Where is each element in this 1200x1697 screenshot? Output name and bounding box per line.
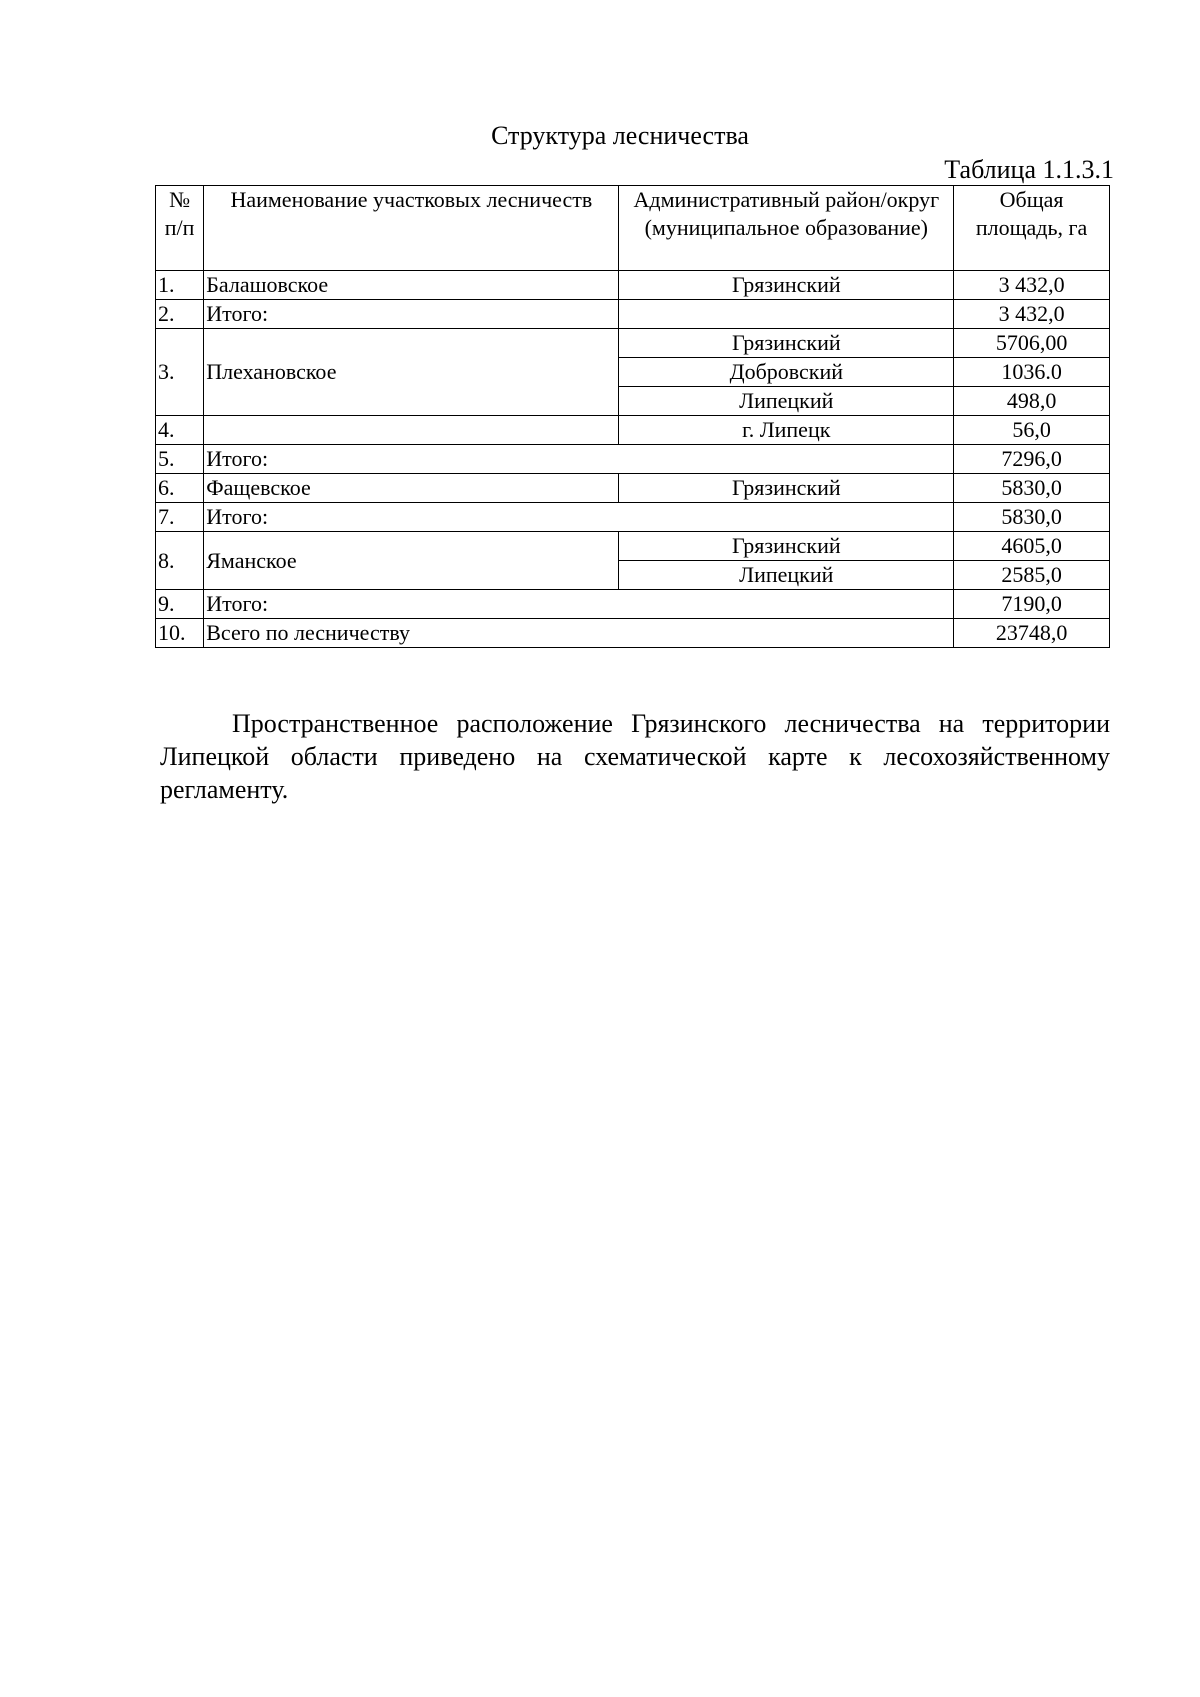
row-district: г. Липецк (619, 416, 954, 445)
row-area: 3 432,0 (954, 271, 1110, 300)
row-name: Итого: (204, 590, 954, 619)
table-row (156, 445, 1110, 474)
row-num: 9. (156, 590, 204, 619)
header-num: № п/п (156, 186, 204, 271)
row-area: 2585,0 (954, 561, 1110, 590)
table-row (156, 474, 1110, 503)
row-name: Фащевское (204, 474, 619, 503)
table-row (156, 590, 1110, 619)
row-num: 7. (156, 503, 204, 532)
body-paragraph: Пространственное расположение Грязинского лесничества на территории Липецкой области приведено на схематической карте к лесохозяйственному регламенту. (160, 709, 1110, 804)
row-area: 23748,0 (954, 619, 1110, 648)
header-district: Административный район/округ (муниципальное образование) (619, 186, 954, 271)
row-area: 4605,0 (954, 532, 1110, 561)
forestry-structure-table (155, 185, 1110, 648)
row-area: 7296,0 (954, 445, 1110, 474)
document-title: Структура лесничества (491, 121, 749, 150)
table-row (156, 329, 1110, 358)
header-name: Наименование участковых лесничеств (204, 186, 619, 271)
row-district: Липецкий (619, 387, 954, 416)
table-row (156, 271, 1110, 300)
row-num: 5. (156, 445, 204, 474)
table-row (156, 503, 1110, 532)
row-name: Итого: (204, 503, 954, 532)
row-district: Грязинский (619, 474, 954, 503)
row-district: Грязинский (619, 271, 954, 300)
row-district (619, 300, 954, 329)
row-name: Балашовское (204, 271, 619, 300)
table-row (156, 416, 1110, 445)
row-district: Грязинский (619, 329, 954, 358)
table-number: Таблица 1.1.3.1 (944, 155, 1114, 184)
row-district: Липецкий (619, 561, 954, 590)
header-area: Общая площадь, га (954, 186, 1110, 271)
row-area: 5830,0 (954, 474, 1110, 503)
row-area: 5706,00 (954, 329, 1110, 358)
row-district: Добровский (619, 358, 954, 387)
table-header-row (156, 186, 1110, 271)
table-row (156, 619, 1110, 648)
row-num: 2. (156, 300, 204, 329)
row-num: 6. (156, 474, 204, 503)
row-num: 1. (156, 271, 204, 300)
row-area: 498,0 (954, 387, 1110, 416)
table-row (156, 532, 1110, 561)
row-area: 5830,0 (954, 503, 1110, 532)
row-area: 3 432,0 (954, 300, 1110, 329)
row-num: 3. (156, 329, 204, 416)
row-num: 10. (156, 619, 204, 648)
table-row (156, 300, 1110, 329)
row-name (204, 416, 619, 445)
row-district: Грязинский (619, 532, 954, 561)
row-name: Яманское (204, 532, 619, 590)
row-name: Итого: (204, 445, 954, 474)
row-area: 1036.0 (954, 358, 1110, 387)
row-name: Плехановское (204, 329, 619, 416)
row-name: Всего по лесничеству (204, 619, 954, 648)
row-num: 4. (156, 416, 204, 445)
row-name: Итого: (204, 300, 619, 329)
row-area: 56,0 (954, 416, 1110, 445)
row-area: 7190,0 (954, 590, 1110, 619)
row-num: 8. (156, 532, 204, 590)
